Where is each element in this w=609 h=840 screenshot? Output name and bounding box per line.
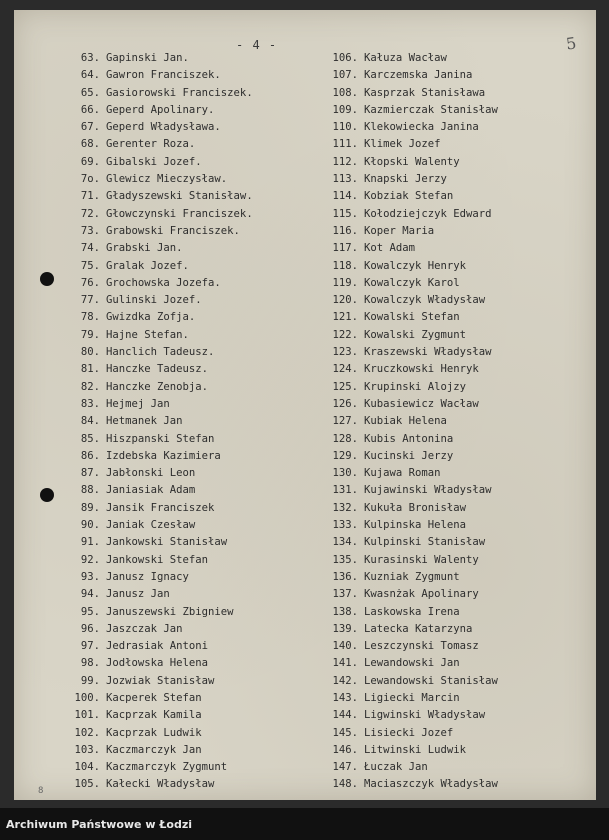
list-item bbox=[324, 638, 498, 655]
list-item bbox=[324, 258, 498, 275]
list-item bbox=[64, 465, 253, 482]
entry-number: 134. bbox=[332, 536, 358, 549]
entry-number: 82. bbox=[80, 380, 100, 393]
names-list-left-column bbox=[64, 50, 253, 794]
entry-number: 76. bbox=[80, 276, 100, 289]
list-item bbox=[324, 482, 498, 499]
entry-number: 63. bbox=[80, 52, 100, 64]
entry-number: 84. bbox=[80, 415, 100, 428]
entry-number: 128. bbox=[332, 432, 358, 445]
entry-number: 73. bbox=[80, 224, 100, 237]
list-item bbox=[324, 85, 498, 102]
entry-number: 130. bbox=[332, 467, 358, 480]
entry-name: Kowalski Stefan bbox=[364, 311, 460, 324]
entry-name: Latecka Katarzyna bbox=[364, 622, 473, 635]
list-item bbox=[64, 206, 253, 223]
list-item bbox=[324, 119, 498, 136]
entry-number: 111. bbox=[332, 138, 358, 151]
entry-number: 125. bbox=[332, 380, 358, 393]
entry-name: Janiasiak Adam bbox=[106, 484, 196, 497]
entry-name: Kowalczyk Władysław bbox=[364, 294, 486, 307]
entry-number: 132. bbox=[332, 501, 358, 514]
entry-number: 110. bbox=[332, 121, 358, 134]
entry-name: Gerenter Roza. bbox=[106, 138, 196, 151]
entry-number: 93. bbox=[80, 570, 100, 583]
entry-name: Kubiak Helena bbox=[364, 415, 447, 428]
entry-number: 67. bbox=[80, 121, 100, 134]
entry-number: 83. bbox=[80, 397, 100, 410]
names-list-right-column bbox=[324, 50, 498, 794]
entry-name: Kacprzak Ludwik bbox=[106, 726, 202, 739]
entry-name: Kruczkowski Henryk bbox=[364, 363, 479, 376]
entry-name: Kobziak Stefan bbox=[364, 190, 454, 203]
entry-number: 117. bbox=[332, 242, 358, 255]
list-item bbox=[324, 655, 498, 672]
entry-name: Ligwinski Władysław bbox=[364, 709, 486, 722]
entry-name: Jankowski Stefan bbox=[106, 553, 209, 566]
entry-name: Kwasnżak Apolinary bbox=[364, 588, 479, 601]
entry-number: 141. bbox=[332, 657, 358, 670]
entry-name: Jansik Franciszek bbox=[106, 501, 215, 514]
entry-number: 71. bbox=[80, 190, 100, 203]
list-item bbox=[324, 171, 498, 188]
entry-name: Maciaszczyk Władysław bbox=[364, 778, 498, 791]
list-item bbox=[64, 136, 253, 153]
entry-number: 96. bbox=[80, 622, 100, 635]
list-item bbox=[64, 655, 253, 672]
list-item bbox=[324, 275, 498, 292]
entry-name: Kucinski Jerzy bbox=[364, 449, 454, 462]
entry-number: 116. bbox=[332, 224, 358, 237]
entry-name: Glewicz Mieczysław. bbox=[106, 173, 228, 186]
entry-number: 66. bbox=[80, 103, 100, 116]
list-item bbox=[64, 725, 253, 742]
list-item bbox=[324, 240, 498, 257]
entry-name: Litwinski Ludwik bbox=[364, 743, 467, 756]
list-item bbox=[324, 396, 498, 413]
entry-number: 131. bbox=[332, 484, 358, 497]
archive-footer-label: Archiwum Państwowe w Łodzi bbox=[6, 818, 193, 831]
entry-name: Grochowska Jozefa. bbox=[106, 276, 221, 289]
entry-number: 146. bbox=[332, 743, 358, 756]
entry-number: 124. bbox=[332, 363, 358, 376]
list-item bbox=[324, 552, 498, 569]
entry-name: Karczemska Janina bbox=[364, 69, 473, 82]
entry-name: Geperd Apolinary. bbox=[106, 103, 215, 116]
entry-number: 129. bbox=[332, 449, 358, 462]
list-item bbox=[324, 102, 498, 119]
entry-name: Gładyszewski Stanisław. bbox=[106, 190, 253, 203]
list-item bbox=[324, 223, 498, 240]
entry-number: 77. bbox=[80, 294, 100, 307]
entry-name: Kujawa Roman bbox=[364, 467, 441, 480]
entry-number: 85. bbox=[80, 432, 100, 445]
list-item bbox=[324, 673, 498, 690]
list-item bbox=[64, 258, 253, 275]
entry-name: Laskowska Irena bbox=[364, 605, 460, 618]
entry-name: Klekowiecka Janina bbox=[364, 121, 479, 134]
list-item bbox=[64, 50, 253, 67]
entry-name: Hanczke Zenobja. bbox=[106, 380, 209, 393]
list-item bbox=[64, 534, 253, 551]
list-item bbox=[64, 690, 253, 707]
list-item bbox=[324, 327, 498, 344]
list-item bbox=[324, 621, 498, 638]
entry-number: 108. bbox=[332, 86, 358, 99]
entry-name: Janusz Ignacy bbox=[106, 570, 189, 583]
entry-number: 68. bbox=[80, 138, 100, 151]
list-item bbox=[324, 154, 498, 171]
entry-name: Hiszpanski Stefan bbox=[106, 432, 215, 445]
list-item bbox=[64, 292, 253, 309]
entry-name: Kacprzak Kamila bbox=[106, 709, 202, 722]
list-item bbox=[64, 171, 253, 188]
list-item bbox=[324, 309, 498, 326]
entry-number: 122. bbox=[332, 328, 358, 341]
list-item bbox=[64, 586, 253, 603]
entry-name: Kubis Antonina bbox=[364, 432, 454, 445]
entry-number: 138. bbox=[332, 605, 358, 618]
entry-number: 127. bbox=[332, 415, 358, 428]
list-item bbox=[64, 707, 253, 724]
entry-name: Kaczmarczyk Jan bbox=[106, 743, 202, 756]
entry-number: 145. bbox=[332, 726, 358, 739]
list-item bbox=[64, 759, 253, 776]
entry-number: 147. bbox=[332, 761, 358, 774]
list-item bbox=[324, 465, 498, 482]
list-item bbox=[324, 136, 498, 153]
entry-number: 97. bbox=[80, 640, 100, 653]
entry-name: Izdebska Kazimiera bbox=[106, 449, 221, 462]
entry-number: 107. bbox=[332, 69, 358, 82]
entry-number: 123. bbox=[332, 346, 358, 359]
document-page bbox=[14, 10, 596, 800]
entry-number: 105. bbox=[74, 778, 100, 791]
entry-name: Gasiorowski Franciszek. bbox=[106, 86, 253, 99]
list-item bbox=[64, 500, 253, 517]
entry-number: 88. bbox=[80, 484, 100, 497]
entry-number: 144. bbox=[332, 709, 358, 722]
entry-name: Knapski Jerzy bbox=[364, 173, 447, 186]
list-item bbox=[324, 361, 498, 378]
entry-number: 148. bbox=[332, 778, 358, 791]
list-item bbox=[64, 275, 253, 292]
list-item bbox=[64, 379, 253, 396]
entry-number: 112. bbox=[332, 155, 358, 168]
entry-name: Kałecki Władysław bbox=[106, 778, 215, 791]
entry-name: Kot Adam bbox=[364, 242, 416, 255]
entry-number: 64. bbox=[80, 69, 100, 82]
entry-name: Januszewski Zbigniew bbox=[106, 605, 234, 618]
list-item bbox=[64, 448, 253, 465]
entry-number: 106. bbox=[332, 52, 358, 64]
entry-number: 114. bbox=[332, 190, 358, 203]
list-item bbox=[324, 759, 498, 776]
entry-name: Kulpinska Helena bbox=[364, 519, 467, 532]
list-item bbox=[324, 413, 498, 430]
entry-number: 74. bbox=[80, 242, 100, 255]
entry-number: 92. bbox=[80, 553, 100, 566]
list-item bbox=[324, 50, 498, 67]
entry-number: 113. bbox=[332, 173, 358, 186]
list-item bbox=[64, 154, 253, 171]
list-item bbox=[64, 604, 253, 621]
bottom-margin-mark: 8 bbox=[38, 786, 44, 796]
entry-number: 95. bbox=[80, 605, 100, 618]
entry-number: 120. bbox=[332, 294, 358, 307]
list-item bbox=[324, 725, 498, 742]
entry-name: Kujawinski Władysław bbox=[364, 484, 492, 497]
entry-number: 75. bbox=[80, 259, 100, 272]
list-item bbox=[64, 102, 253, 119]
entry-number: 119. bbox=[332, 276, 358, 289]
list-item bbox=[64, 673, 253, 690]
entry-number: 86. bbox=[80, 449, 100, 462]
page-number: - 4 - bbox=[236, 38, 278, 52]
entry-name: Kazmierczak Stanisław bbox=[364, 103, 498, 116]
list-item bbox=[324, 379, 498, 396]
entry-name: Janusz Jan bbox=[106, 588, 170, 601]
punch-hole bbox=[40, 488, 54, 502]
entry-name: Jaszczak Jan bbox=[106, 622, 183, 635]
entry-number: 90. bbox=[80, 519, 100, 532]
entry-name: Janiak Czesław bbox=[106, 519, 196, 532]
entry-name: Kulpinski Stanisław bbox=[364, 536, 486, 549]
entry-name: Jodłowska Helena bbox=[106, 657, 209, 670]
entry-name: Kukuła Bronisław bbox=[364, 501, 467, 514]
entry-name: Kałuza Wacław bbox=[364, 52, 447, 64]
entry-number: 142. bbox=[332, 674, 358, 687]
list-item bbox=[64, 119, 253, 136]
list-item bbox=[64, 431, 253, 448]
entry-name: Jabłonski Leon bbox=[106, 467, 196, 480]
entry-name: Krupinski Alojzy bbox=[364, 380, 467, 393]
entry-name: Hanclich Tadeusz. bbox=[106, 346, 215, 359]
list-item bbox=[324, 292, 498, 309]
entry-number: 72. bbox=[80, 207, 100, 220]
entry-number: 143. bbox=[332, 691, 358, 704]
list-item bbox=[64, 327, 253, 344]
list-item bbox=[324, 569, 498, 586]
list-item bbox=[324, 742, 498, 759]
list-item bbox=[64, 396, 253, 413]
entry-name: Jozwiak Stanisław bbox=[106, 674, 215, 687]
list-item bbox=[64, 240, 253, 257]
entry-number: 87. bbox=[80, 467, 100, 480]
entry-number: 65. bbox=[80, 86, 100, 99]
entry-name: Kowalczyk Karol bbox=[364, 276, 460, 289]
entry-number: 135. bbox=[332, 553, 358, 566]
list-item bbox=[324, 431, 498, 448]
list-item bbox=[64, 742, 253, 759]
entry-name: Łuczak Jan bbox=[364, 761, 428, 774]
entry-number: 80. bbox=[80, 346, 100, 359]
entry-name: Kacperek Stefan bbox=[106, 691, 202, 704]
entry-number: 104. bbox=[74, 761, 100, 774]
entry-number: 133. bbox=[332, 519, 358, 532]
list-item bbox=[64, 85, 253, 102]
entry-number: 69. bbox=[80, 155, 100, 168]
list-item bbox=[324, 586, 498, 603]
entry-number: 139. bbox=[332, 622, 358, 635]
list-item bbox=[324, 188, 498, 205]
list-item bbox=[64, 309, 253, 326]
entry-number: 118. bbox=[332, 259, 358, 272]
list-item bbox=[64, 776, 253, 793]
entry-name: Gawron Franciszek. bbox=[106, 69, 221, 82]
entry-number: 79. bbox=[80, 328, 100, 341]
entry-name: Leszczynski Tomasz bbox=[364, 640, 479, 653]
list-item bbox=[324, 344, 498, 361]
entry-name: Gapinski Jan. bbox=[106, 52, 189, 64]
list-item bbox=[64, 361, 253, 378]
entry-name: Hajne Stefan. bbox=[106, 328, 189, 341]
entry-name: Jankowski Stanisław bbox=[106, 536, 228, 549]
entry-name: Jedrasiak Antoni bbox=[106, 640, 209, 653]
list-item bbox=[64, 67, 253, 84]
entry-name: Kraszewski Władysław bbox=[364, 346, 492, 359]
entry-name: Hanczke Tadeusz. bbox=[106, 363, 209, 376]
list-item bbox=[64, 482, 253, 499]
entry-number: 115. bbox=[332, 207, 358, 220]
list-item bbox=[64, 569, 253, 586]
entry-name: Grabowski Franciszek. bbox=[106, 224, 240, 237]
list-item bbox=[64, 552, 253, 569]
entry-name: Geperd Władysława. bbox=[106, 121, 221, 134]
entry-name: Kowalski Zygmunt bbox=[364, 328, 467, 341]
handwritten-page-mark: 5 bbox=[564, 33, 578, 54]
entry-number: 126. bbox=[332, 397, 358, 410]
entry-name: Kurasinski Walenty bbox=[364, 553, 479, 566]
list-item bbox=[324, 500, 498, 517]
entry-name: Hetmanek Jan bbox=[106, 415, 183, 428]
list-item bbox=[324, 534, 498, 551]
list-item bbox=[324, 707, 498, 724]
list-item bbox=[324, 604, 498, 621]
list-item bbox=[324, 448, 498, 465]
entry-name: Kuzniak Zygmunt bbox=[364, 570, 460, 583]
list-item bbox=[324, 690, 498, 707]
entry-number: 81. bbox=[80, 363, 100, 376]
list-item bbox=[64, 188, 253, 205]
entry-name: Ligiecki Marcin bbox=[364, 691, 460, 704]
list-item bbox=[324, 67, 498, 84]
entry-name: Hejmej Jan bbox=[106, 397, 170, 410]
list-item bbox=[64, 621, 253, 638]
list-item bbox=[64, 517, 253, 534]
list-item bbox=[324, 776, 498, 793]
entry-number: 103. bbox=[74, 743, 100, 756]
entry-number: 94. bbox=[80, 588, 100, 601]
entry-name: Gwizdka Zofja. bbox=[106, 311, 196, 324]
entry-number: 102. bbox=[74, 726, 100, 739]
entry-number: 100. bbox=[74, 691, 100, 704]
entry-name: Lewandowski Jan bbox=[364, 657, 460, 670]
entry-name: Lisiecki Jozef bbox=[364, 726, 454, 739]
list-item bbox=[324, 517, 498, 534]
entry-name: Kubasiewicz Wacław bbox=[364, 397, 479, 410]
entry-number: 89. bbox=[80, 501, 100, 514]
list-item bbox=[64, 638, 253, 655]
entry-name: Klimek Jozef bbox=[364, 138, 441, 151]
entry-name: Głowczynski Franciszek. bbox=[106, 207, 253, 220]
list-item bbox=[64, 344, 253, 361]
entry-name: Gulinski Jozef. bbox=[106, 294, 202, 307]
entry-number: 99. bbox=[80, 674, 100, 687]
entry-name: Kasprzak Stanisława bbox=[364, 86, 486, 99]
entry-number: 137. bbox=[332, 588, 358, 601]
entry-number: 136. bbox=[332, 570, 358, 583]
entry-number: 140. bbox=[332, 640, 358, 653]
entry-number: 78. bbox=[80, 311, 100, 324]
list-item bbox=[324, 206, 498, 223]
entry-number: 109. bbox=[332, 103, 358, 116]
entry-name: Kaczmarczyk Zygmunt bbox=[106, 761, 228, 774]
entry-number: 91. bbox=[80, 536, 100, 549]
entry-name: Gibalski Jozef. bbox=[106, 155, 202, 168]
entry-name: Koper Maria bbox=[364, 224, 435, 237]
entry-name: Kowalczyk Henryk bbox=[364, 259, 467, 272]
entry-number: 121. bbox=[332, 311, 358, 324]
list-item bbox=[64, 223, 253, 240]
entry-name: Kołodziejczyk Edward bbox=[364, 207, 492, 220]
entry-name: Gralak Jozef. bbox=[106, 259, 189, 272]
entry-name: Grabski Jan. bbox=[106, 242, 183, 255]
entry-name: Kłopski Walenty bbox=[364, 155, 460, 168]
entry-number: 7o. bbox=[80, 173, 100, 186]
punch-hole bbox=[40, 272, 54, 286]
entry-number: 101. bbox=[74, 709, 100, 722]
entry-number: 98. bbox=[80, 657, 100, 670]
list-item bbox=[64, 413, 253, 430]
entry-name: Lewandowski Stanisław bbox=[364, 674, 498, 687]
